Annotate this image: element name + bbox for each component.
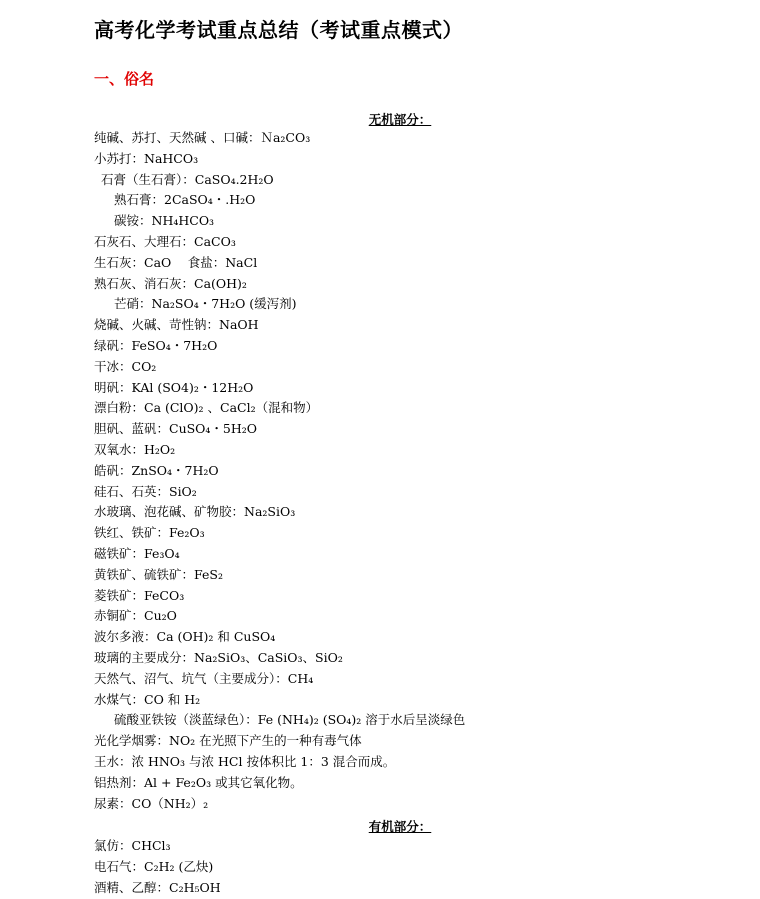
section-heading-common-names: 一、俗名	[94, 70, 155, 88]
list-item: 波尔多液：Ca (OH)₂ 和 CuSO₄	[94, 629, 276, 645]
list-item: 铁红、铁矿：Fe₂O₃	[94, 525, 205, 541]
list-item: 王水：浓 HNO₃ 与浓 HCl 按体积比 1：3 混合而成。	[94, 753, 396, 769]
list-item: 漂白粉：Ca (ClO)₂ 、CaCl₂（混和物）	[94, 400, 319, 416]
list-item: 碳铵：NH₄HCO₃	[114, 213, 215, 229]
subsection-organic	[0, 817, 760, 835]
list-item: 硅石、石英：SiO₂	[94, 483, 197, 499]
list-item: 胆矾、蓝矾：CuSO₄・5H₂O	[94, 421, 258, 437]
list-item: 酒精、乙醇：C₂H₅OH	[94, 879, 221, 895]
list-item: 氯仿：CHCl₃	[94, 838, 171, 853]
list-item: 纯碱、苏打、天然碱 、口碱：Ｎa₂CO₃	[94, 130, 311, 145]
list-item: 水玻璃、泡花碱、矿物胶：Na₂SiO₃	[94, 504, 296, 520]
list-item: 双氧水：H₂O₂	[94, 441, 176, 457]
list-item: 烧碱、火碱、苛性钠：NaOH	[94, 317, 259, 333]
subsection-inorganic-label: 无机部分：	[368, 112, 432, 127]
list-item: 熟石膏：2CaSO₄・.H₂O	[114, 192, 256, 208]
list-item: 光化学烟雾：NO₂ 在光照下产生的一种有毒气体	[94, 733, 362, 749]
list-item: 明矾：KAl (SO4)₂・12H₂O	[94, 379, 254, 395]
list-item: 干冰：CO₂	[94, 358, 157, 374]
list-item: 硫酸亚铁铵（淡蓝绿色）：Fe (NH₄)₂ (SO₄)₂ 溶于水后呈淡绿色	[114, 712, 466, 728]
list-item: 皓矾：ZnSO₄・7H₂O	[94, 462, 219, 478]
organic-list	[94, 836, 734, 898]
list-item: 小苏打：NaHCO₃	[94, 150, 199, 166]
list-item: 尿素：CO（NH₂）₂	[94, 795, 209, 811]
subsection-inorganic	[0, 110, 760, 128]
subsection-organic-label: 有机部分：	[368, 819, 432, 834]
list-item: 黄铁矿、硫铁矿：FeS₂	[94, 566, 223, 582]
list-item: 生石灰：CaO 食盐：NaCl	[94, 254, 258, 270]
list-item: 水煤气：CO 和 H₂	[94, 691, 201, 707]
list-item: 玻璃的主要成分：Na₂SiO₃、CaSiO₃、SiO₂	[94, 649, 343, 665]
list-item: 芒硝：Na₂SO₄・7H₂O (缓泻剂)	[114, 296, 297, 312]
list-item: 石灰石、大理石：CaCO₃	[94, 233, 236, 249]
list-item: 菱铁矿：FeCO₃	[94, 587, 185, 603]
list-item: 磁铁矿：Fe₃O₄	[94, 545, 180, 561]
list-item: 天然气、沼气、坑气（主要成分）：CH₄	[94, 670, 314, 686]
list-item: 熟石灰、消石灰：Ca(OH)₂	[94, 275, 247, 291]
inorganic-list	[94, 128, 734, 814]
document-title: 高考化学考试重点总结（考试重点模式）	[94, 18, 463, 42]
list-item: 石膏（生石膏）：CaSO₄.2H₂O	[101, 171, 274, 187]
list-item: 赤铜矿：Cu₂O	[94, 608, 177, 624]
list-item: 绿矾：FeSO₄・7H₂O	[94, 337, 218, 353]
list-item: 电石气：C₂H₂ (乙炔)	[94, 858, 214, 874]
list-item: 铝热剂：Al + Fe₂O₃ 或其它氧化物。	[94, 774, 303, 790]
